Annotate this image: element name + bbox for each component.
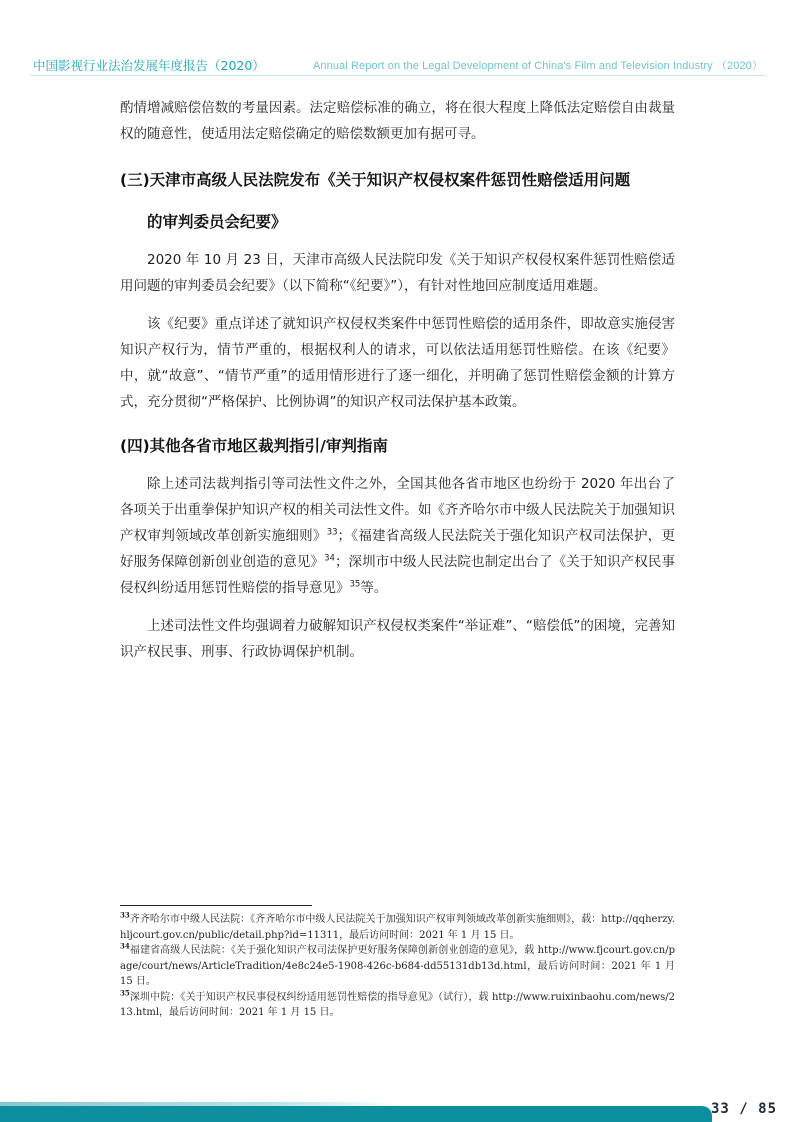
footnote-number: 33 — [120, 910, 130, 920]
footnote-text: 深圳中院：《关于知识产权民事侵权纠纷适用惩罚性赔偿的指导意见》（试行），载 http://www.ruixinbaohu.com/news/213.html，最后访问时间：2021 年 1 月 15 日。 — [120, 991, 675, 1018]
footnote-divider — [120, 905, 312, 906]
footnote-ref-34[interactable]: 34 — [324, 553, 335, 564]
heading-line-1: (三)天津市高级人民法院发布《关于知识产权侵权案件惩罚性赔偿适用问题 — [120, 171, 631, 189]
footnote-ref-33[interactable]: 33 — [326, 527, 338, 538]
footnote-text: 福建省高级人民法院：《关于强化知识产权司法保护更好服务保障创新创业创造的意见》，载 http://www.fjcourt.gov.cn/page/court/news/ArticleTradition/4e8c24e5-1908-426c-b684-dd55131db13d.html，最后访问时间：2021 年 1 月 15 日。 — [120, 945, 675, 987]
main-content — [120, 95, 675, 665]
header-divider — [30, 75, 765, 76]
page-separator: / — [739, 1101, 749, 1117]
report-title-en: Annual Report on the Legal Development of China's Film and Television Industry （2020） — [312, 60, 763, 72]
text-run: ；深圳市中级人民法院也制定出台了《关于知识产权民事侵权纠纷适用惩罚性赔偿的指导意见》 — [120, 554, 676, 596]
section-heading-3 — [120, 159, 675, 243]
footnote-33 — [120, 912, 675, 943]
heading-line-2: 的审判委员会纪要》 — [147, 213, 287, 231]
text-run: 除上述司法裁判指引等司法性文件之外，全国其他各省市地区也纷纷于 2020 年出台了各项关于出重拳保护知识产权的相关司法性文件。如《齐齐哈尔市中级人民法院关于加强知识产权审判领域改革创新实施细则》 — [120, 476, 675, 544]
paragraph: 2020 年 10 月 23 日，天津市高级人民法院印发《关于知识产权侵权案件惩罚性赔偿适用问题的审判委员会纪要》（以下简称“《纪要》”），有针对性地回应制度适用难题。 — [120, 252, 675, 294]
footnotes — [120, 912, 675, 1021]
footnote-number: 35 — [120, 988, 130, 998]
footnote-35 — [120, 990, 675, 1021]
footnote-text: 齐齐哈尔市中级人民法院：《齐齐哈尔市中级人民法院关于加强知识产权审判领域改革创新实施细则》，载：http://qqherzy.hljcourt.gov.cn/public/detail.php?id=11311，最后访问时间：2021 年 1 月 15 日。 — [120, 914, 675, 941]
footnote-ref-35[interactable]: 35 — [349, 579, 361, 590]
paragraph: 该《纪要》重点详述了就知识产权侵权类案件中惩罚性赔偿的适用条件，即故意实施侵害知识产权行为，情节严重的，根据权利人的请求，可以依法适用惩罚性赔偿。在该《纪要》中，就“故意”、“情节严重”的适用情形进行了逐一细化，并明确了惩罚性赔偿金额的计算方式，充分贯彻“严格保护、比例协调”的知识产权司法保护基本政策。 — [120, 316, 675, 410]
footnote-number: 34 — [120, 941, 130, 951]
text-run: ；《福建省高级人民法院关于强化知识产权司法保护，更好服务保障创新创业创造的意见》 — [120, 528, 676, 570]
text-run: 等。 — [360, 580, 388, 596]
total-pages: 85 — [758, 1101, 777, 1117]
page-number — [711, 1101, 777, 1117]
footer-bar — [0, 1106, 712, 1122]
section-heading-4: (四)其他各省市地区裁判指引/审判指南 — [120, 437, 388, 455]
paragraph: 酌情增减赔偿倍数的考量因素。法定赔偿标准的确立，将在很大程度上降低法定赔偿自由裁量权的随意性，使适用法定赔偿确定的赔偿数额更加有据可寻。 — [120, 100, 675, 142]
paragraph: 上述司法性文件均强调着力破解知识产权侵权类案件“举证难”、“赔偿低”的困境，完善知识产权民事、刑事、行政协调保护机制。 — [120, 618, 675, 660]
footnote-34 — [120, 943, 675, 990]
paragraph — [120, 471, 675, 601]
report-title-cn: 中国影视行业法治发展年度报告（2020） — [33, 58, 265, 73]
current-page: 33 — [710, 1101, 730, 1117]
page-header — [0, 0, 793, 80]
